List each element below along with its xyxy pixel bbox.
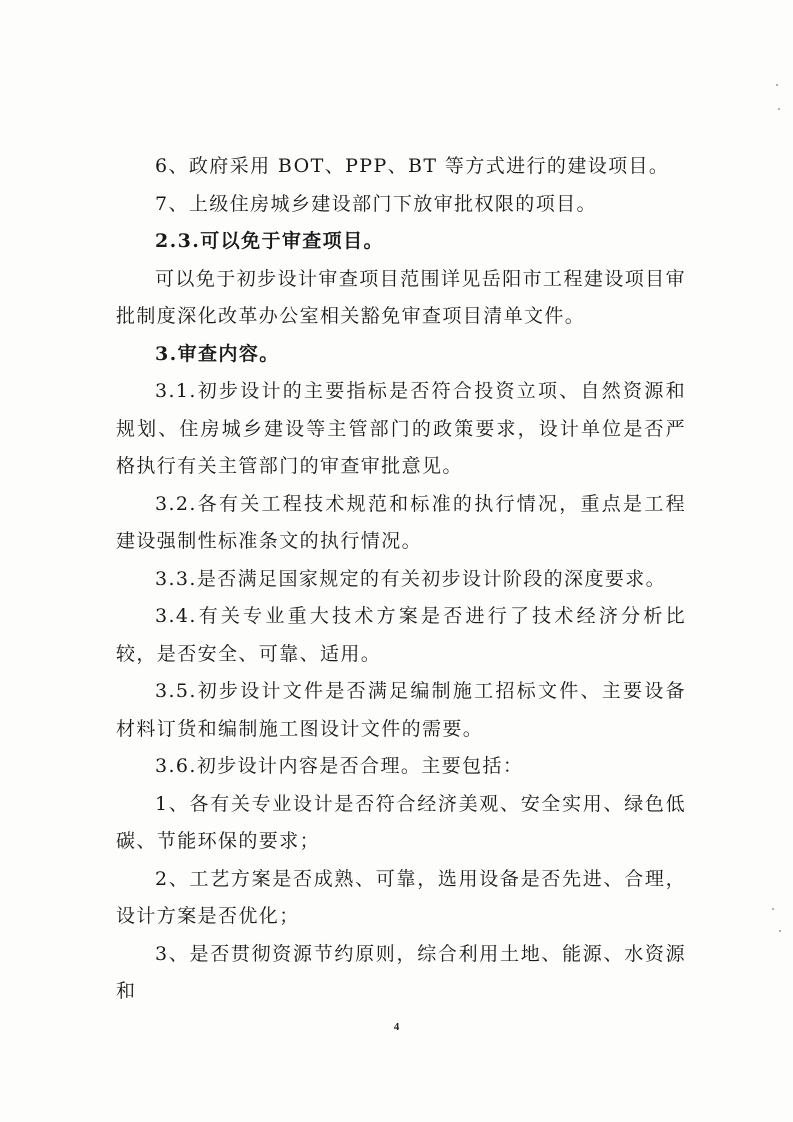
paragraph-3-5: 3.5.初步设计文件是否满足编制施工招标文件、主要设备材料订货和编制施工图设计文件的需要。 <box>116 680 686 740</box>
paragraph-3-6: 3.6.初步设计内容是否合理。主要包括： <box>155 755 524 777</box>
section-heading-2-3: 2.3.可以免于审查项目。 <box>155 230 384 252</box>
paragraph-3-3: 3.3.是否满足国家规定的有关初步设计阶段的深度要求。 <box>155 567 667 590</box>
list-item-3: 3、是否贯彻资源节约原则，综合利用土地、能源、水资源和 <box>116 942 686 1002</box>
paragraph-3-1: 3.1.初步设计的主要指标是否符合投资立项、自然资源和规划、住房城乡建设等主管部门的政策要求，设计单位是否严格执行有关主管部门的审查审批意见。 <box>116 380 686 477</box>
paragraph-item-6: 6、政府采用 BOT、PPP、BT 等方式进行的建设项目。 <box>155 155 670 177</box>
scan-speck <box>772 908 774 910</box>
scan-speck <box>779 930 781 932</box>
document-body <box>116 148 686 1011</box>
scan-speck <box>778 108 780 110</box>
paragraph-3-2: 3.2.各有关工程技术规范和标准的执行情况，重点是工程建设强制性标准条文的执行情况。 <box>116 492 686 552</box>
paragraph-exemption: 可以免于初步设计审查项目范围详见岳阳市工程建设项目审批制度深化改革办公室相关豁免审查项目清单文件。 <box>116 267 686 327</box>
list-item-2: 2、工艺方案是否成熟、可靠，选用设备是否先进、合理，设计方案是否优化； <box>116 867 686 927</box>
page-number: 4 <box>393 1021 400 1033</box>
scan-speck <box>776 84 778 86</box>
paragraph-3-4: 3.4.有关专业重大技术方案是否进行了技术经济分析比较，是否安全、可靠、适用。 <box>116 605 686 665</box>
section-heading-3: 3.审查内容。 <box>155 342 280 365</box>
paragraph-item-7: 7、上级住房城乡建设部门下放审批权限的项目。 <box>155 192 597 215</box>
list-item-1: 1、各有关专业设计是否符合经济美观、安全实用、绿色低碳、节能环保的要求； <box>116 792 686 852</box>
